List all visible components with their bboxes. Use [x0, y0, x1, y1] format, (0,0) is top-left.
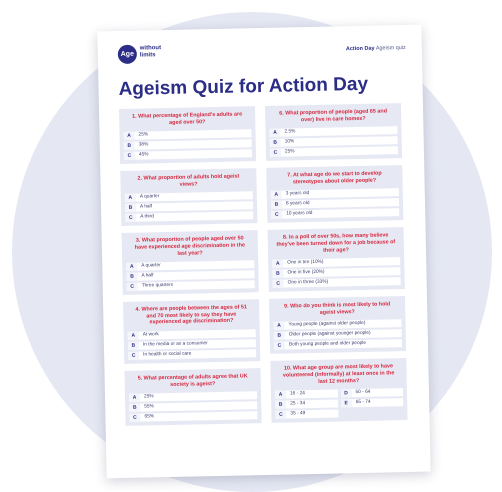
answer-option [271, 189, 399, 200]
option-text: 25% [138, 132, 149, 138]
answer-option [273, 319, 401, 330]
sheet-header [118, 39, 408, 69]
option-text: 38% [138, 142, 149, 148]
option-letter: A [129, 394, 140, 402]
brand-name [140, 45, 180, 60]
option-letter: C [127, 283, 138, 291]
quiz-sheet [97, 25, 430, 479]
option-letter: C [273, 280, 284, 288]
answer-option [273, 277, 401, 288]
option-letter: C [271, 211, 282, 219]
option-letter: B [272, 270, 283, 278]
answer-option [124, 139, 252, 150]
option-letter: C [129, 414, 140, 422]
answer-option [129, 391, 257, 402]
answer-option [125, 212, 253, 223]
answer-option [341, 398, 404, 407]
answer-option [129, 411, 257, 422]
answer-option [125, 202, 253, 213]
option-text: Young people (against older people) [288, 321, 366, 328]
answer-option [271, 199, 399, 210]
option-letter: B [125, 204, 136, 212]
option-text: 3 years old [285, 191, 310, 197]
answer-option [125, 192, 253, 203]
option-text: 10% [284, 139, 295, 145]
question-card [266, 165, 403, 223]
option-letter: A [123, 132, 134, 140]
option-letter: A [275, 391, 286, 399]
option-text: 2.5% [284, 129, 296, 135]
question-text: 3. What proportion of people aged over 50 have experienced age discrimination in the last year? [134, 235, 246, 257]
question-card [119, 106, 256, 164]
question-text: 8. In a poll of over 50s, how many believe they've been turned down for a job because of their age? [276, 232, 396, 254]
option-text: One in ten (10%) [287, 259, 324, 266]
option-text: In the media or as a consumer [142, 341, 208, 348]
option-text: Both young people and older people [288, 341, 367, 348]
option-letter: B [128, 342, 139, 350]
option-text: One in five (20%) [287, 269, 325, 276]
answer-option [275, 390, 338, 399]
brand-logo [118, 45, 137, 64]
question-card [122, 231, 259, 296]
answer-option [274, 339, 402, 350]
option-text: A third [140, 214, 154, 220]
option-letter: D [340, 389, 351, 397]
question-text: 1. What percentage of England's adults are aged over 50? [132, 111, 243, 126]
option-letter: C [125, 214, 136, 222]
answer-option [126, 270, 254, 281]
question-card [268, 227, 405, 292]
option-text: 25 - 34 [290, 401, 306, 407]
answer-grid [275, 386, 404, 419]
answer-option [124, 149, 252, 160]
question-card [124, 368, 261, 426]
answer-option [270, 136, 398, 147]
brand-line-1: without [139, 45, 162, 52]
answer-option [127, 280, 255, 291]
option-letter: C [275, 411, 286, 419]
question-text: 7. At what age do we start to develop stereotypes about older people? [287, 170, 382, 186]
answer-option [274, 329, 402, 340]
option-text: A half [139, 204, 153, 210]
option-text: 8 years old [285, 201, 310, 207]
answer-option [275, 400, 338, 409]
answer-option [270, 146, 398, 157]
brand-line-2: limits [139, 52, 156, 59]
option-letter: B [271, 201, 282, 209]
question-card [269, 296, 406, 354]
option-text: Three quarters [141, 283, 174, 289]
question-text: 2. What proportion of adults hold ageist views? [137, 173, 240, 188]
question-card [265, 103, 402, 161]
option-text: 50 - 64 [355, 389, 371, 396]
option-letter: C [270, 149, 281, 157]
quiz-subtitle: Ageism quiz [375, 44, 406, 52]
option-letter: B [270, 139, 281, 147]
answer-option [126, 260, 254, 271]
option-text: 10 years old [286, 211, 313, 217]
option-text: 25% [284, 149, 295, 155]
option-letter: A [126, 263, 137, 271]
option-letter: A [273, 322, 284, 330]
answer-option [269, 126, 397, 137]
header-label [346, 45, 406, 52]
question-card [120, 168, 257, 226]
option-letter: A [128, 332, 139, 340]
option-text: 16 - 24 [289, 391, 305, 397]
answer-option [123, 129, 251, 140]
answer-option [272, 267, 400, 278]
answer-option [128, 349, 256, 360]
question-card [123, 299, 260, 364]
option-letter: A [271, 191, 282, 199]
logo-text: Age [120, 50, 135, 58]
question-text: 9. Who do you think is most likely to hold ageist views? [284, 301, 391, 316]
question-text: 6. What proportion of people (aged 65 and over) live in care homes? [279, 108, 388, 123]
option-letter: A [272, 260, 283, 268]
option-letter: B [274, 332, 285, 340]
option-text: One in three (33%) [287, 279, 329, 286]
option-letter: C [274, 342, 285, 350]
question-card [270, 358, 407, 423]
answer-option [340, 388, 403, 397]
answer-option [272, 257, 400, 268]
action-day-label: Action Day [345, 45, 375, 53]
question-text: 5. What percentage of adults agree that UK society is ageist? [137, 373, 248, 388]
left-question-column [119, 106, 262, 433]
option-text: A quarter [139, 194, 160, 200]
option-letter: A [125, 194, 136, 202]
option-text: Older people (against younger people) [288, 331, 371, 338]
option-text: 65% [144, 414, 155, 420]
right-question-column [265, 103, 408, 430]
option-letter: B [126, 273, 137, 281]
page-title: Ageism Quiz for Action Day [118, 73, 369, 101]
option-text: A half [141, 273, 154, 279]
answer-option [271, 209, 399, 220]
option-letter: E [341, 399, 352, 407]
answer-option [275, 410, 338, 419]
option-letter: B [124, 142, 135, 150]
answer-option [128, 339, 256, 350]
option-letter: A [269, 129, 280, 137]
option-text: 35 - 49 [290, 411, 306, 417]
option-letter: B [275, 401, 286, 409]
option-letter: C [128, 352, 139, 360]
question-text: 4. Where are people between the ages of 51 and 70 most likely to say they have experienced age discrimination? [135, 304, 247, 326]
option-text: 25% [143, 394, 154, 400]
option-text: 55% [144, 404, 154, 410]
option-letter: B [129, 404, 140, 412]
option-text: In health or social care [143, 351, 192, 358]
answer-option [129, 401, 257, 412]
option-text: A quarter [141, 263, 161, 269]
option-text: At work [142, 332, 159, 338]
option-text: 65 - 74 [355, 399, 371, 406]
question-text: 10. What age group are most likely to have volunteered (informally) at least once in the last 12 months? [282, 363, 395, 385]
option-letter: C [124, 152, 135, 160]
option-text: 45% [138, 152, 149, 158]
answer-option [128, 329, 256, 340]
